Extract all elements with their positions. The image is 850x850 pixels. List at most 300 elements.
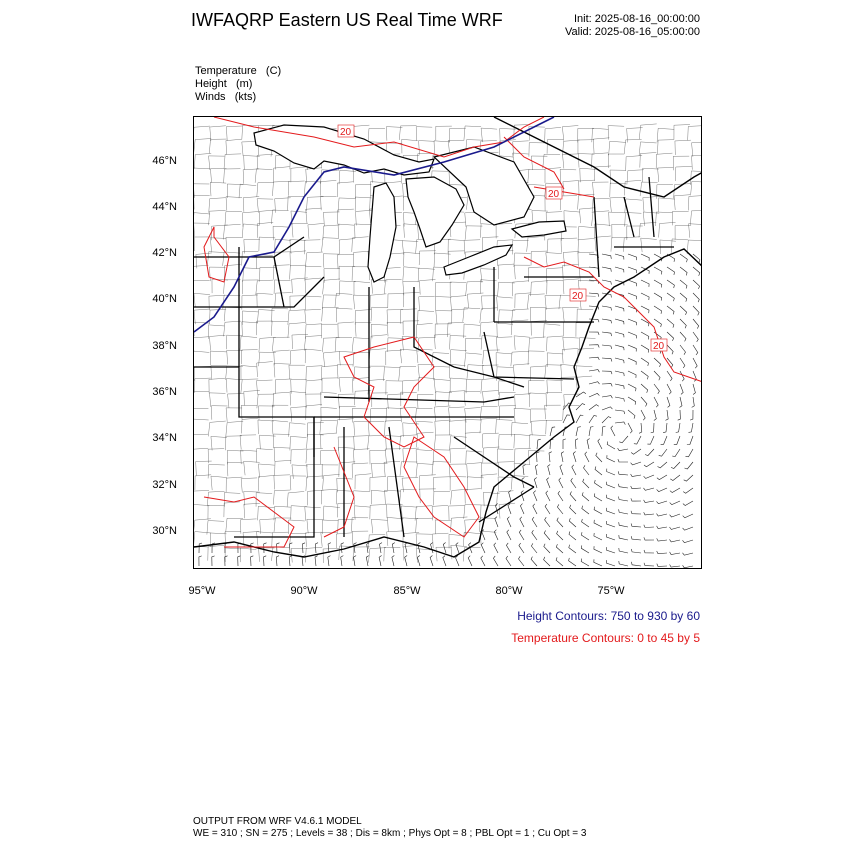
county-line	[307, 434, 324, 448]
county-line	[194, 223, 210, 237]
wind-barb	[544, 557, 550, 566]
county-line	[530, 307, 546, 321]
county-line	[306, 366, 323, 381]
county-line	[659, 222, 676, 237]
county-line	[195, 378, 211, 393]
wind-barb	[418, 543, 421, 554]
lake-michigan	[368, 183, 396, 282]
county-line	[194, 265, 208, 280]
wind-barb	[573, 452, 576, 463]
wind-barb	[667, 345, 673, 354]
county-line	[531, 251, 547, 265]
county-line	[242, 311, 258, 325]
wind-barb	[589, 427, 593, 437]
wind-barb	[639, 423, 642, 433]
county-line	[690, 210, 702, 224]
wind-barb	[583, 479, 589, 488]
county-line	[308, 223, 324, 238]
wind-barb	[619, 522, 628, 527]
wind-barb	[628, 397, 636, 405]
county-line	[447, 322, 464, 337]
county-line	[465, 408, 481, 423]
wind-barb	[506, 556, 511, 566]
county-line	[227, 350, 243, 364]
county-line	[564, 322, 580, 337]
wind-barb	[670, 514, 680, 517]
wind-barb	[589, 416, 597, 424]
wind-barb	[519, 543, 524, 553]
wind-barb	[667, 280, 674, 288]
wind-barb	[557, 518, 563, 527]
wind-barb	[670, 488, 680, 493]
wind-barb	[545, 517, 550, 527]
wind-barb	[683, 514, 693, 518]
lat-label-38: 38°N	[152, 340, 177, 352]
county-line	[242, 418, 258, 433]
county-line	[209, 335, 225, 350]
county-line	[274, 363, 290, 377]
wind-barb	[576, 427, 581, 436]
wind-barb	[354, 543, 357, 553]
county-line	[368, 534, 385, 548]
county-line	[449, 391, 466, 406]
county-line	[194, 532, 211, 546]
county-line	[371, 307, 388, 321]
county-line	[291, 407, 307, 422]
wind-barb	[606, 534, 615, 540]
county-line	[291, 167, 307, 182]
wind-barb	[618, 484, 628, 488]
county-line	[194, 153, 211, 168]
wind-barb	[683, 501, 693, 506]
county-line	[320, 433, 336, 448]
wind-barb	[615, 410, 625, 414]
lon-label-80: 80°W	[495, 585, 523, 597]
lon-label-75: 75°W	[597, 585, 625, 597]
county-line	[287, 491, 304, 506]
county-line	[226, 379, 242, 393]
county-line	[481, 128, 497, 142]
county-line	[307, 519, 323, 533]
county-line	[465, 489, 481, 504]
county-line	[272, 420, 288, 434]
field-height: Height (m)	[195, 78, 253, 90]
wind-barb	[628, 267, 637, 273]
wind-barb	[670, 565, 680, 568]
county-line	[292, 465, 308, 479]
wind-barb	[680, 384, 683, 394]
county-line	[209, 139, 226, 153]
county-line	[226, 477, 242, 492]
county-line	[545, 308, 561, 323]
county-line	[404, 252, 420, 266]
wind-barb	[670, 501, 680, 505]
lat-label-44: 44°N	[152, 201, 177, 213]
county-line	[371, 519, 387, 533]
county-line	[209, 295, 225, 310]
county-line	[274, 447, 290, 461]
wind-barb	[667, 332, 674, 341]
county-line	[688, 126, 702, 141]
county-line	[370, 504, 386, 519]
county-line	[241, 478, 257, 493]
county-line	[483, 447, 500, 462]
wind-barb	[264, 556, 267, 566]
county-line	[244, 239, 260, 253]
county-line	[514, 125, 530, 140]
county-line	[338, 209, 354, 224]
county-line	[399, 367, 416, 381]
lake-huron	[406, 177, 464, 247]
wind-barb	[634, 436, 641, 444]
county-line	[464, 126, 481, 140]
county-line	[305, 252, 322, 267]
county-line	[290, 251, 306, 266]
county-line	[241, 365, 257, 379]
wind-barb	[602, 306, 612, 310]
wind-barb	[647, 436, 654, 444]
wind-barb	[631, 474, 641, 477]
county-line	[688, 195, 702, 210]
county-line	[306, 208, 322, 223]
wind-barb	[654, 280, 662, 288]
wind-barb	[628, 280, 637, 286]
wind-barb	[533, 504, 537, 514]
county-line	[354, 436, 370, 451]
county-line	[610, 197, 626, 212]
wind-barb	[277, 543, 280, 553]
wind-barb	[556, 557, 563, 566]
wind-barb	[667, 397, 670, 407]
county-line	[658, 198, 674, 212]
wind-barb	[628, 254, 637, 260]
county-line	[273, 226, 289, 240]
county-line	[609, 212, 625, 226]
wind-barb	[238, 556, 241, 566]
wind-barb	[569, 545, 576, 553]
county-line	[371, 408, 387, 422]
wind-barb	[379, 556, 382, 567]
lat-label-34: 34°N	[152, 432, 177, 444]
wind-barb	[251, 543, 254, 553]
county-line	[639, 124, 656, 139]
wind-barb	[619, 497, 629, 502]
wind-barb	[522, 478, 525, 489]
wind-barb	[654, 410, 656, 421]
county-line	[226, 126, 242, 141]
wind-barb	[508, 504, 511, 514]
county-line	[499, 406, 516, 420]
county-line	[275, 379, 291, 394]
county-line	[625, 213, 642, 227]
county-line	[434, 379, 450, 393]
county-line	[208, 421, 225, 436]
wind-barb	[570, 492, 576, 502]
county-line	[241, 350, 257, 364]
init-time: Init: 2025-08-16_00:00:00	[574, 13, 700, 25]
wind-barb	[651, 423, 654, 433]
wind-barb	[493, 556, 498, 566]
county-line	[480, 418, 497, 433]
county-line	[260, 519, 276, 534]
county-line	[674, 184, 691, 199]
county-line	[371, 324, 387, 338]
wind-barb	[328, 556, 331, 566]
county-line	[194, 195, 210, 209]
wind-barb	[532, 517, 537, 527]
wind-barb	[596, 453, 602, 462]
county-line	[514, 463, 530, 477]
county-line	[691, 181, 702, 195]
county-line	[352, 463, 368, 478]
county-line	[273, 434, 289, 448]
wind-barb	[570, 505, 576, 514]
county-line	[449, 420, 465, 435]
county-line	[592, 153, 609, 168]
wind-barb	[676, 423, 680, 433]
wind-barb	[523, 465, 526, 475]
wind-barb	[602, 267, 611, 272]
county-line	[624, 140, 641, 154]
county-line	[515, 394, 531, 409]
wind-barb	[615, 397, 624, 402]
county-line	[657, 140, 674, 154]
county-line	[274, 252, 291, 266]
county-line	[354, 491, 370, 505]
county-line	[386, 381, 402, 395]
county-line	[579, 208, 595, 223]
wind-barb	[692, 397, 695, 407]
wind-barb	[582, 519, 589, 527]
county-line	[195, 475, 211, 490]
county-line	[306, 380, 323, 395]
county-line	[224, 169, 241, 183]
wind-barb	[641, 384, 648, 393]
wind-barb	[690, 410, 693, 420]
county-line	[417, 394, 433, 408]
wind-barb	[644, 500, 654, 503]
county-line	[244, 461, 260, 475]
county-line	[641, 238, 657, 252]
wind-barb	[521, 491, 524, 501]
wind-barb	[558, 491, 563, 501]
county-line	[482, 391, 498, 406]
county-line	[687, 240, 702, 254]
wind-barb	[654, 293, 662, 301]
wind-barb	[561, 452, 564, 462]
county-line	[256, 449, 272, 463]
wind-barb	[644, 563, 654, 566]
wind-barb	[687, 436, 693, 445]
county-line	[403, 267, 420, 281]
county-line	[527, 236, 544, 251]
wind-barb	[531, 557, 537, 566]
wind-barb	[581, 559, 589, 566]
county-line	[547, 380, 563, 394]
county-line	[194, 293, 210, 307]
wind-barb	[607, 455, 615, 462]
county-line	[416, 518, 433, 532]
county-line	[611, 238, 628, 252]
wind-barb	[602, 358, 612, 362]
county-line	[384, 367, 401, 381]
wind-barb	[615, 293, 624, 298]
county-line	[321, 324, 337, 338]
county-line	[323, 279, 340, 294]
county-line	[256, 321, 272, 335]
county-line	[514, 434, 531, 448]
county-line	[639, 142, 656, 156]
wind-barb	[693, 306, 699, 315]
field-list	[195, 65, 281, 104]
county-line	[290, 391, 306, 405]
county-line	[528, 169, 545, 183]
county-line	[465, 419, 481, 433]
wind-barb	[628, 423, 632, 433]
county-line	[384, 280, 401, 294]
wind-barb	[417, 556, 420, 567]
county-line	[418, 365, 434, 379]
wind-barb	[689, 423, 694, 432]
county-line	[210, 182, 226, 196]
county-line	[209, 378, 225, 393]
wind-barb	[661, 436, 667, 444]
county-line	[449, 407, 465, 422]
county-line	[289, 365, 305, 379]
coastline	[194, 117, 702, 557]
county-line	[640, 153, 657, 168]
county-line	[513, 281, 529, 296]
county-line	[496, 353, 512, 367]
wind-barb	[615, 384, 624, 389]
wind-barb	[607, 442, 615, 450]
wind-barb	[595, 467, 602, 476]
county-line	[415, 408, 432, 422]
wind-barb	[611, 426, 615, 436]
wind-barb	[693, 384, 695, 395]
wind-barb	[602, 280, 611, 285]
wind-barb	[654, 384, 659, 394]
county-line	[480, 224, 497, 238]
county-line	[514, 448, 531, 463]
county-line	[546, 336, 563, 351]
county-line	[419, 251, 436, 265]
wind-barb	[581, 532, 589, 540]
county-line	[320, 420, 337, 434]
wind-barb	[670, 552, 680, 555]
wind-barb	[569, 518, 576, 527]
wind-barb	[544, 531, 550, 541]
county-line	[194, 337, 209, 352]
wind-barb	[251, 556, 254, 566]
wind-barb	[443, 543, 446, 554]
county-line	[259, 237, 275, 251]
county-line	[627, 226, 643, 240]
lat-label-46: 46°N	[152, 155, 177, 167]
county-line	[675, 226, 691, 240]
county-line	[321, 196, 337, 210]
county-line	[194, 351, 209, 365]
wind-barb	[571, 478, 576, 488]
county-line	[464, 324, 480, 338]
wind-barb	[631, 498, 641, 501]
county-line	[356, 210, 372, 225]
county-line	[339, 281, 355, 295]
county-line	[578, 226, 595, 240]
wind-barb	[468, 556, 472, 566]
county-line	[452, 309, 468, 324]
wind-barb	[602, 407, 612, 410]
wind-barb	[392, 543, 395, 553]
wind-barb	[693, 332, 698, 342]
county-line	[194, 391, 209, 406]
county-line	[227, 462, 243, 476]
wind-barb	[589, 345, 599, 348]
county-line	[544, 324, 561, 338]
wind-barb	[644, 462, 654, 467]
county-line	[496, 223, 512, 238]
county-line	[208, 545, 224, 560]
wind-barb	[481, 543, 485, 553]
county-line	[400, 349, 416, 363]
lat-label-36: 36°N	[152, 386, 177, 398]
wind-barb	[607, 508, 616, 514]
field-winds: Winds (kts)	[195, 91, 257, 103]
county-line	[497, 491, 514, 506]
county-line	[466, 379, 482, 393]
county-line	[434, 491, 450, 505]
county-line	[257, 362, 273, 377]
model-version: OUTPUT FROM WRF V4.6.1 MODEL	[193, 816, 362, 827]
wind-barb	[683, 527, 693, 530]
county-line	[226, 366, 243, 380]
wind-barb	[572, 465, 576, 475]
county-line	[514, 408, 530, 422]
wind-barb	[654, 254, 662, 261]
county-line	[322, 307, 339, 321]
county-line	[627, 170, 644, 185]
county-line	[387, 394, 403, 409]
county-line	[432, 461, 449, 475]
wind-barb	[366, 556, 369, 566]
wind-barb	[507, 530, 511, 540]
county-line	[385, 420, 402, 435]
wind-barb	[693, 267, 700, 276]
wind-barb	[534, 491, 538, 501]
wind-barb	[557, 531, 563, 540]
wind-barb	[657, 475, 667, 480]
wind-barb	[619, 535, 628, 540]
wind-barb	[628, 293, 636, 299]
wind-barb	[680, 332, 686, 341]
wind-barb	[606, 521, 615, 527]
county-line	[529, 337, 546, 352]
county-line	[207, 252, 224, 266]
wind-barb	[559, 478, 563, 488]
county-line	[338, 224, 354, 238]
county-line	[194, 280, 210, 294]
wind-barb	[631, 536, 641, 540]
county-line	[369, 366, 385, 380]
county-line	[242, 224, 259, 238]
county-line	[354, 281, 370, 295]
wind-barb	[628, 371, 636, 378]
wind-barb	[607, 495, 616, 501]
wind-barb	[674, 436, 680, 444]
wind-barb	[199, 543, 202, 553]
county-line	[194, 504, 209, 518]
wind-barb	[666, 410, 669, 420]
